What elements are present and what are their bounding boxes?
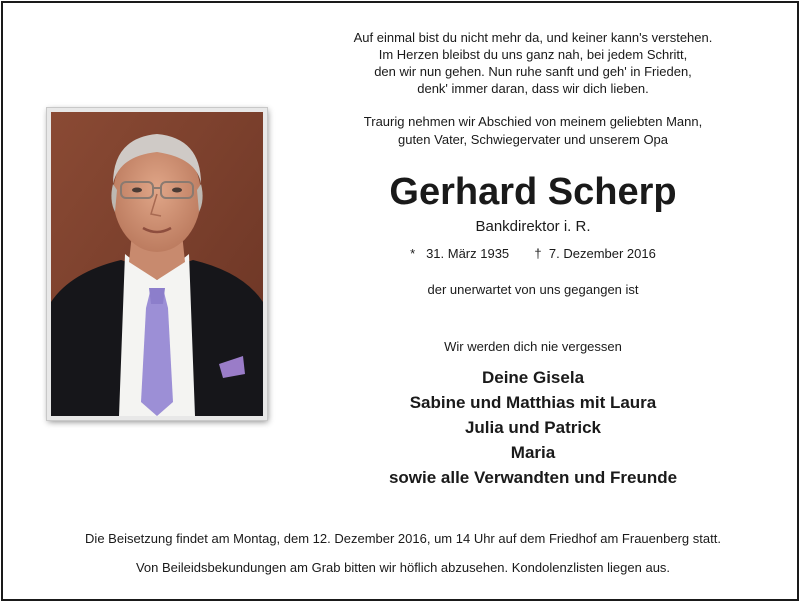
poem-line: denk' immer daran, dass wir dich lieben. [417,81,649,96]
death-date: 7. Dezember 2016 [548,246,656,261]
obituary-notice [1,1,799,601]
poem-line: Im Herzen bleibst du uns ganz nah, bei jedem Schritt, [378,47,688,62]
deceased-title: Bankdirektor i. R. [475,218,591,235]
poem-line: den wir nun gehen. Nun ruhe sanft und geh' in Frieden, [374,64,692,79]
mourner: Julia und Patrick [464,418,602,437]
mourner: sowie alle Verwandten und Freunde [388,468,678,487]
death-symbol: † [534,246,542,261]
burial-notice: Die Beisetzung findet am Montag, dem 12. Dezember 2016, um 14 Uhr auf dem Friedhof am Frauenberg statt. [85,531,721,546]
mourner: Maria [510,443,556,462]
condolence-notice: Von Beileidsbekundungen am Grab bitten wir höflich abzusehen. Kondolenzlisten liegen aus. [135,560,671,575]
birth-date: 31. März 1935 [426,246,510,261]
farewell-intro [323,113,743,149]
portrait-image [51,112,263,416]
intro-line: guten Vater, Schwiegervater und unserem Opa [397,132,669,147]
portrait-photo [47,108,267,420]
mourners-list [323,365,743,490]
poem [323,29,743,97]
deceased-name: Gerhard Scherp [389,171,677,213]
remembrance-line: Wir werden dich nie vergessen [444,339,622,354]
mourner: Sabine und Matthias mit Laura [409,393,657,412]
life-dates [323,245,743,263]
birth-symbol: * [410,246,416,261]
passing-note: der unerwartet von uns gegangen ist [427,282,639,297]
mourner: Deine Gisela [481,368,585,387]
intro-line: Traurig nehmen wir Abschied von meinem geliebten Mann, [363,114,703,129]
poem-line: Auf einmal bist du nicht mehr da, und keiner kann's verstehen. [353,30,713,45]
